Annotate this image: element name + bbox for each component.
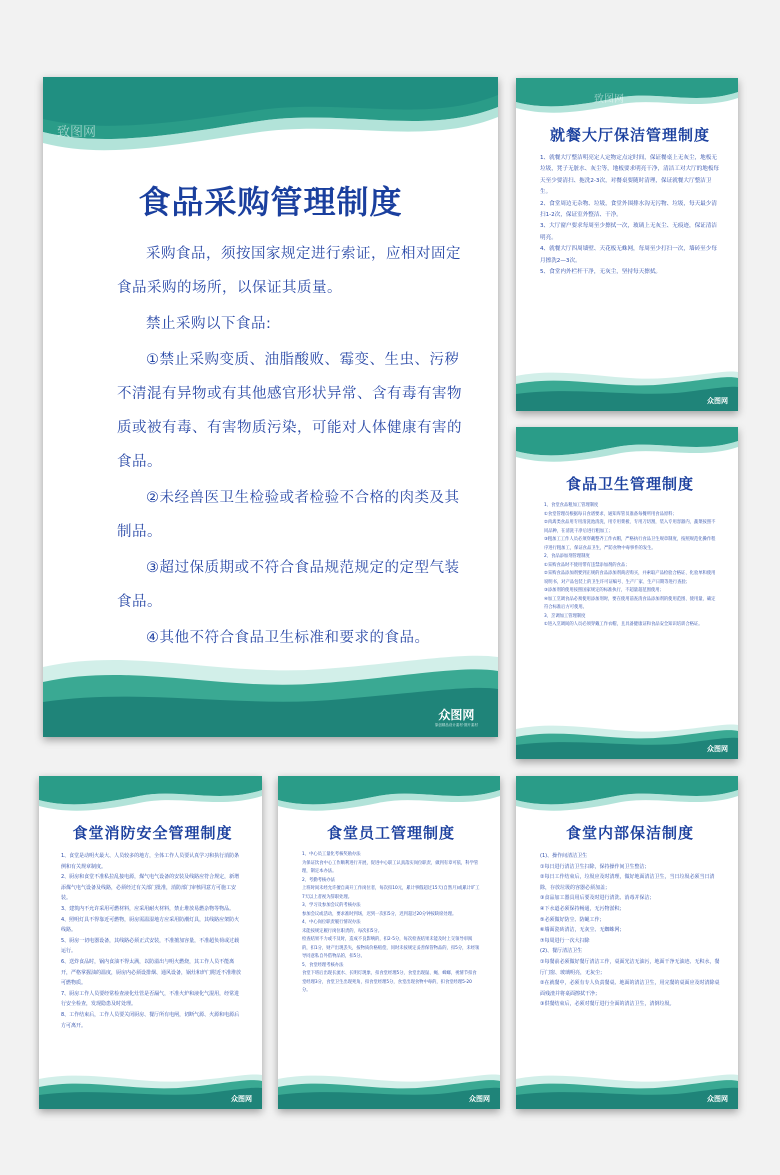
paragraph: 3、建筑内不允许采用可燃材料，应采用耐火材料，禁止堆放易燃杂物等物品。 (61, 905, 235, 912)
brand-logo (435, 706, 478, 727)
paragraph: 3、烹调加工管理制度 (544, 613, 586, 619)
paragraph: ③粗加工工作人员必须穿戴整齐工作衣帽，严格执行食品卫生规章制度，按照规范化操作程序进行粗加工，保证食品卫生，严防食物中毒事件的发生。 (544, 537, 716, 551)
paragraph: ①禁止采购变质、油脂酸败、霉变、生虫、污秽不清混有异物或有其他感官形状异常、含有毒有害物质或被有毒、有害物质污染，可能对人体健康有害的食品。 (117, 352, 462, 470)
brand-logo (231, 1094, 252, 1104)
logo-mark: 众图网 (231, 1095, 252, 1103)
paragraph: 2、食品添加剂管理制度 (544, 554, 590, 559)
paragraph: ①采购食品时不使用带有违禁添加剂的食品； (544, 562, 630, 568)
paragraph: ②每日工作结束后，垃圾应及时清理，做好地面清洁卫生，当日垃圾必须当日清除，存放垃圾的容器必须加盖； (540, 874, 715, 891)
page-title: 食品采购管理制度 (138, 183, 403, 221)
poster-food-procurement (43, 77, 498, 737)
bottom-wave-decoration (278, 1069, 500, 1109)
brand-logo (707, 744, 728, 754)
top-wave-decoration (516, 78, 738, 118)
paragraph: ②在就餐中，必须有专人负责餐桌、地面的清洁卫生，用完餐的桌面应及时清除桌面残渣并将桌面擦拭干净； (540, 980, 720, 997)
top-wave-decoration (516, 776, 738, 816)
paragraph: 8、工作结束后，工作人员要关闭厨房、餐厅所有电闸，切断气源、火源和电源后方可离开。 (61, 1011, 240, 1029)
paragraph: 1、食堂食品粗加工管理制度 (544, 503, 599, 508)
paragraph: ②采购食品添加剂要到正规的食品添加剂商店购买，并索取产品检验合格证、化验单和使用说明书，对产品包装上的卫生许可证编号、生产厂家、生产日期等进行查验； (544, 571, 716, 585)
top-wave-decoration (516, 427, 738, 467)
paragraph: ④其他不符合食品卫生标准和要求的食品。 (146, 630, 430, 646)
paragraph: 禁止采购以下食品: (146, 316, 272, 332)
bottom-wave-decoration (516, 366, 738, 411)
paragraph: ④下水道必须保持畅通，无污物淤积； (540, 905, 625, 912)
paragraph: 7、厨房工作人员要经常检查液化灶管是否漏气，不准火炉和液化气混用，经常进行安全检查，发现隐患及时处理。 (61, 990, 240, 1008)
top-wave-decoration (278, 776, 500, 816)
logo-subtext: 原创精品设计素材·图片素材 (434, 723, 478, 727)
paragraph: ①食堂管理员根据每日食谱要求，通知库管员准备每餐所用食品原料； (544, 511, 677, 517)
logo-mark: 众图网 (469, 1095, 490, 1103)
poster-fire-safety (39, 776, 262, 1109)
logo-mark: 众图网 (438, 708, 475, 722)
brand-logo (707, 396, 728, 406)
paragraph: 6、送炸食品时，锅内食油不得太满，以防溢出与明火燃烧，其工作人员不能离开，严格掌握油的温度，厨房内必须设排烟、通风设备，锅灶和炉门附近不准堆放可燃物质。 (61, 958, 242, 987)
top-wave-decoration (43, 77, 498, 167)
paragraph: 2、厨房和食堂不准私拉乱接电源，煤气电气设备的安装及线路应符合规定，新增添煤气电气设备及线路，必须经过有关部门批准，消防部门审核同意方可施工安装。 (61, 874, 240, 902)
paragraph: 4、就餐大厅四周墙壁、天花板无蛛网，每周至少打扫一次，墙砖至少每月擦洗2—3次。 (540, 246, 717, 264)
paragraph: ③超过保质期或不符合食品规范规定的定型气装食品。 (117, 560, 460, 610)
paragraph: ①进入烹调间的人员必须穿戴工作衣帽，且具备健康证和食品安全知识培训合格证。 (544, 622, 703, 627)
paragraph: ⑤必须做好防尘、防蝇工作； (540, 916, 605, 923)
paragraph: ②未经兽医卫生检验或者检验不合格的肉类及其制品。 (117, 490, 460, 540)
page-title: 食品卫生管理制度 (565, 475, 694, 493)
paragraph: 上班时间未经允许擅自离开工作岗位者，每次扣10元，累计事假超过15天(自然月)或累计旷工7天以上者视为辞职处理。 (302, 886, 480, 900)
page-title: 就餐大厅保洁管理制度 (549, 126, 710, 144)
paragraph: 4、照明灯具不得靠近可燃物，厨房需温湿地方应采用防潮灯具，其线路应架防火线路。 (61, 916, 240, 934)
paragraph: 为保证饮食中心工作顺利进行开展，促进中心职工认真落实岗位职责，做到有章可依，科学管理，制定本办法。 (302, 860, 479, 874)
top-wave-decoration (39, 776, 262, 816)
poster-staff-management (278, 776, 500, 1109)
page-title: 食堂员工管理制度 (326, 824, 455, 842)
poster-food-hygiene (516, 427, 738, 759)
logo-mark: 众图网 (707, 745, 728, 753)
paragraph: ⑦每周进行一次大扫除 (540, 937, 590, 944)
paragraph: 采购食品，须按国家规定进行索证，应相对固定食品采购的场所，以保证其质量。 (117, 246, 461, 296)
paragraph: 4、中心岗位职责履行情况办法 (302, 920, 361, 925)
paragraph: 检查结果不力或不及时，造成不良影响的，扣2-5分，每次检查结果未能及时上交领导审阅的，扣1分，财产出现丢失，按物质价格赔偿，同时未按规定妥善保管物品的，扣5分，未经领导同意私自外借物品的，扣5分。 (302, 937, 480, 959)
brand-logo (707, 1094, 728, 1104)
paragraph: 5、厨房一切电器设备，其线路必须正式安装，不准擅加容量，不准超负荷或过载运行。 (61, 937, 240, 955)
bottom-wave-decoration (516, 1069, 738, 1109)
bottom-wave-decoration (43, 647, 498, 737)
paragraph: ①每日进行清洁卫生扫除，保持操作间卫生整洁； (540, 863, 650, 870)
bottom-wave-decoration (516, 719, 738, 759)
watermark-text: 致图网 (594, 94, 624, 105)
page-title: 食堂内部保洁制度 (565, 824, 694, 842)
paragraph: 3、学习及参加会议的考核办法 (302, 903, 361, 908)
paragraph: 未能按规定履行岗位职责的，每次扣5分。 (302, 928, 383, 934)
paragraph: ③供餐结束后，必须对餐厅进行全面的清洁卫生，清倒垃圾。 (540, 1001, 675, 1008)
paragraph: 5、食堂经理考核办法 (302, 962, 344, 968)
paragraph: 3、大厅窗户要求每周至少擦拭一次，玻璃上无灰尘、无痕迹，保证清洁明亮。 (540, 223, 717, 241)
paragraph: ③添加剂的使用按照国家规定的标准执行，不超量超范围使用； (544, 588, 664, 593)
paragraph: ②肉禽类食品用专用清洗池清洗，用专用菜板、专用刀切割，装入专用容器内，蔬菜按照不同品种，在清洗干净后进行粗加工； (544, 520, 716, 534)
paragraph: 2、考勤考核办法 (302, 877, 335, 883)
paragraph: 1、就餐大厅整洁明亮定人定物定点定时间，保证餐桌上无灰尘，地板无垃圾，凳子无脏水、灰尘等，地板要求明亮干净，清洁工对大厅的地板每天至少要清扫、拖洗2-3次，对餐桌要随时清理，保证就餐大厅整洁卫生。 (540, 155, 720, 196)
paragraph: 食堂下班后出现长流水、长明灯现象，扣食堂经理5分，食堂出现鼠、蝇、蟑螂，视情节扣食堂经理3分，食堂卫生出现死角，扣食堂经理5分，食堂出现食物中毒的，扣食堂经理5-20分。 (302, 971, 477, 993)
paragraph: (2)、餐厅清洁卫生 (540, 948, 583, 955)
watermark-text: 致图网 (57, 125, 97, 140)
paragraph: ⑥墙面瓷砖清洁，无灰尘、无蜘蛛网； (540, 927, 625, 934)
paragraph: ④加工烹调食品必须使用添加剂时，要在使用前查清食品添加剂的使用范围、使用量，确定符合标准后方可使用。 (544, 596, 716, 610)
paragraph: 5、食堂内外栏杆干净，无灰尘，坚持每天擦拭。 (540, 269, 662, 276)
poster-dining-hall-cleaning (516, 78, 738, 411)
poster-internal-cleaning (516, 776, 738, 1109)
paragraph: (1)、操作间清洁卫生 (540, 853, 588, 859)
brand-logo (469, 1094, 490, 1104)
paragraph: 1、食堂是动明火最大、人员较多的地方，全体工作人员要认真学习和执行消防条例和有关规章制度。 (61, 853, 240, 870)
paragraph: ③食品加工器具用后要及时进行清洗、消毒并保洁； (540, 895, 655, 902)
bottom-wave-decoration (39, 1069, 262, 1109)
logo-mark: 众图网 (707, 1095, 728, 1103)
page-title: 食堂消防安全管理制度 (72, 824, 233, 842)
logo-mark: 众图网 (707, 397, 728, 405)
paragraph: 2、食堂周边无杂物、垃圾，食堂外围排水沟无污物、垃圾，每天最少清扫1-2次，保证室外整洁、干净。 (540, 200, 717, 219)
paragraph: 参加会议或活动，要求准时到场，迟到一次扣5分，迟到超过20分钟按缺席处理。 (302, 911, 457, 917)
paragraph: ①每餐前必须做好餐厅清洁工作，桌面光洁无油污，地面干净无油迹、无积水，餐厅门窗、玻璃明亮，无灰尘； (540, 958, 720, 976)
paragraph: 1、中心员工量化考核奖励办法 (302, 852, 361, 857)
